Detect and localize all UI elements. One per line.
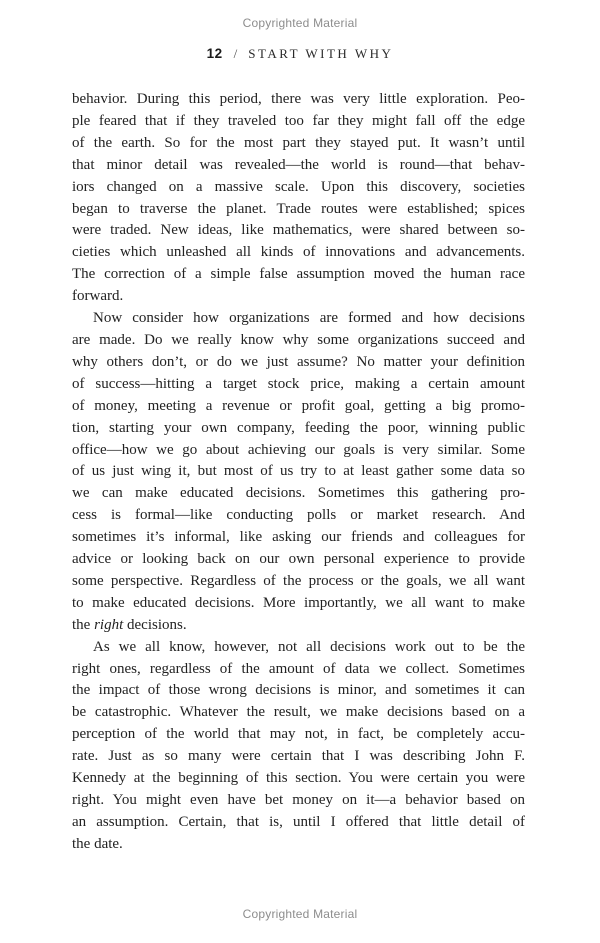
text-line: cieties which unleashed all kinds of innovations and advancements. xyxy=(72,244,525,261)
text-line: of us just wing it, but most of us try to at least gather some data so xyxy=(72,463,525,480)
text-line: an assumption. Certain, that is, until I offered that little detail of xyxy=(72,813,525,830)
text-line: be catastrophic. Whatever the result, we make decisions based on a xyxy=(72,704,525,721)
text-line: The correction of a simple false assumption moved the human race xyxy=(72,266,525,283)
text-line: iors changed on a massive scale. Upon this discovery, societies xyxy=(72,178,525,195)
text-line: that minor detail was revealed—the world is round—that behav- xyxy=(72,156,525,173)
text-segment: decisions. xyxy=(123,616,187,633)
text-line: Now consider how organizations are formed and how decisions xyxy=(93,310,525,327)
paragraph xyxy=(72,308,525,637)
text-line: began to traverse the planet. Trade routes were established; spices xyxy=(72,200,525,217)
text-line: of the earth. So for the most part they stayed put. It wasn’t until xyxy=(72,134,525,151)
header-separator: / xyxy=(233,46,238,61)
text-line: why others don’t, or do we just assume? No matter your definition xyxy=(72,353,525,370)
copyright-notice-top: Copyrighted Material xyxy=(242,16,358,30)
running-header xyxy=(0,46,600,62)
text-line: office—how we go about achieving our goals is very similar. Some xyxy=(72,441,525,458)
text-line xyxy=(72,615,525,637)
text-segment: the xyxy=(72,616,95,633)
text-line: cess is formal—like conducting polls or market research. And xyxy=(72,507,525,524)
text-line: we can make educated decisions. Sometimes this gathering pro- xyxy=(72,485,525,502)
text-line: some perspective. Regardless of the process or the goals, we all want xyxy=(72,572,525,589)
text-line: right ones, regardless of the amount of data we collect. Sometimes xyxy=(72,660,525,677)
text-line: of money, meeting a revenue or profit goal, getting a big promo- xyxy=(72,397,525,414)
text-line: were traded. New ideas, like mathematics, were shared between so- xyxy=(72,222,525,239)
text-line: right. You might even have bet money on it—a behavior based on xyxy=(72,792,525,808)
text-line: sometimes it’s informal, like asking our friends and colleagues for xyxy=(72,529,525,546)
text-line: advice or looking back on our own personal experience to provide xyxy=(72,551,525,568)
text-line: ple feared that if they traveled too far they might fall off the edge xyxy=(72,112,525,129)
paragraph xyxy=(72,89,525,308)
text-line: Kennedy at the beginning of this section. You were certain you were xyxy=(72,770,525,787)
page-body xyxy=(72,89,525,856)
text-line: the date. xyxy=(72,835,123,852)
text-line: rate. Just as so many were certain that I was describing John F. xyxy=(72,748,525,765)
page-number: 12 xyxy=(206,46,223,61)
book-title: START WITH WHY xyxy=(248,46,394,61)
text-line: forward. xyxy=(72,288,124,305)
text-line: to make educated decisions. More importantly, we all want to make xyxy=(72,594,525,611)
text-line: behavior. During this period, there was very little exploration. Peo- xyxy=(72,91,525,107)
text-line: As we all know, however, not all decisions work out to be the xyxy=(93,638,525,655)
text-line: of success—hitting a target stock price, making a certain amount xyxy=(72,375,525,392)
text-line: the impact of those wrong decisions is minor, and sometimes it can xyxy=(72,682,525,699)
text-line: tion, starting your own company, feeding the poor, winning public xyxy=(72,419,525,436)
paragraph xyxy=(72,637,525,856)
copyright-notice-bottom: Copyrighted Material xyxy=(242,907,358,921)
text-line: perception of the world that may not, in fact, be completely accu- xyxy=(72,726,525,743)
text-line: are made. Do we really know why some organizations succeed and xyxy=(72,331,525,348)
italic-text: right xyxy=(94,616,124,633)
